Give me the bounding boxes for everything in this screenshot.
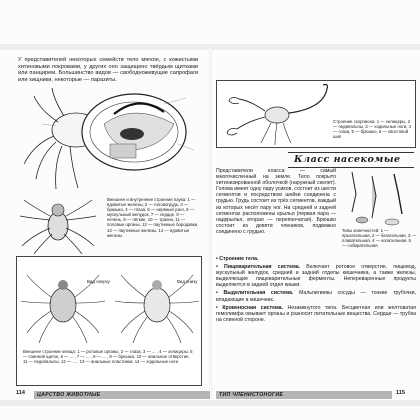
left-footer — [0, 389, 210, 400]
spider-caption: Внешнее и внутреннее строение паука: 1 — ядовитые железы, 2 — головогрудь, 3 — брюшко, 4 — глаза, 5 — нервный узел, 6 — мускульный желудок, 7 — сердце, 8 — печень, 9 — лёгкие, 10 — трахеи, 11 — половые органы, 12 — паутинные бородавки, 13 — паутинные железы, 14 — ядовитые железы — [107, 197, 199, 238]
spider-small-figure — [18, 196, 98, 254]
list-item-structure — [216, 256, 336, 262]
list-item-structure-title: • Строение тела. — [216, 256, 259, 262]
spider-caption-box — [106, 196, 200, 252]
tick-bottom-label: Вид снизу — [177, 279, 198, 284]
spider-figure — [14, 84, 200, 199]
list-item-excretion-text: Мальпигиевы сосуды — тонкие трубочки, впадающие в кишечник. — [216, 290, 416, 303]
spider-small-illustration — [18, 196, 98, 254]
body-paragraph: Представители класса — самый многочисленный на земле. Тело покрыто хитинизированной оболочкой (наружный скелет). Голова имеет одну пару усиков, состоит из шести сегментов и посредством шейки соединена с грудью. Грудь состоит из трёх сегментов, каждый из которых несёт пару ног. На средней и задней сегментах расположены крылья (первая пара — надкрылья, вторая — перепончатая). Брюшко состоит из девяти члеников, подвижно соединено с грудью. — [216, 168, 336, 235]
insect-legs-illustration — [342, 168, 416, 228]
tick-figure-frame — [16, 256, 202, 386]
scorpion-caption: Строение скорпиона: 1 — хелицеры, 2 — педипальпы, 3 — ходильные ноги, 4 — глаза, 5 — брюшко, 6 — хвостовой шип — [333, 119, 411, 140]
right-footer-band: ТИП ЧЛЕНИСТОНОГИЕ — [216, 391, 392, 399]
list-item-circulation — [216, 305, 416, 323]
left-page-number: 114 — [16, 390, 25, 396]
scorpion-illustration — [221, 81, 341, 147]
left-footer-band: ЦАРСТВО ЖИВОТНЫЕ — [34, 391, 210, 399]
insect-legs-figure — [342, 168, 416, 254]
section-heading: Класс насекомые — [294, 154, 401, 165]
tick-top-label: Вид сверху — [87, 279, 110, 284]
tick-illustrations — [17, 261, 201, 349]
list-item-circulation-text: Незамкнутого типа. Бесцветная или желтоватая гемолимфа омывает органы и разносит питательные вещества. Сердце — трубка на спинной стороне. — [216, 304, 416, 323]
list-item-digestion-text: Включает ротовое отверстие, пищевод, мускульный желудок, средний и задний отделы кишечника, а также железы, выделяющие пищеварительные ферменты. Непереваренные продукты выделяются в задней отдел кишки. — [216, 264, 416, 289]
right-footer — [212, 389, 420, 400]
intro-paragraph: У представителей некоторых семейств тело мягкое, с кожистыми хитиновыми покровами, у других оно защищено твёрдым щитками или панцирем. Большинство видов — свободноживущие сапрофаги или хищники, некоторые — паразиты. — [18, 57, 198, 83]
list-item-circulation-title: • Кровеносная система. — [216, 304, 283, 311]
list-item-excretion-title: • Выделительная система. — [216, 290, 294, 297]
list-item-digestion — [216, 264, 416, 288]
spider-anatomy-illustration — [14, 84, 200, 199]
scorpion-figure-frame — [216, 80, 416, 148]
right-page — [212, 0, 420, 420]
tick-caption: Внешнее строение клеща: 1 — ротовые органы, 2 — глаза, 3 — ... , 4 — хелицеры, 5 — спинной щиток, 6 — ... , 7 — ... , 8 — ... , 9 — брюшко, 10 — анальное отверстие, 11 — педипальпы, 12 — ... , 13 — анальные пластинки, 14 — ходильные ноги — [23, 349, 193, 365]
right-page-number: 115 — [396, 390, 405, 396]
list-item-excretion — [216, 290, 416, 302]
list-item-digestion-title: • Пищеварительная система. — [216, 264, 301, 271]
section-heading-banner — [288, 152, 414, 168]
legs-caption: Типы конечностей: 1 — прыгательная, 2 — бегательная, 3 — плавательная, 4 — копательная, 5 — собирательная — [342, 228, 416, 249]
systems-list — [216, 256, 416, 323]
